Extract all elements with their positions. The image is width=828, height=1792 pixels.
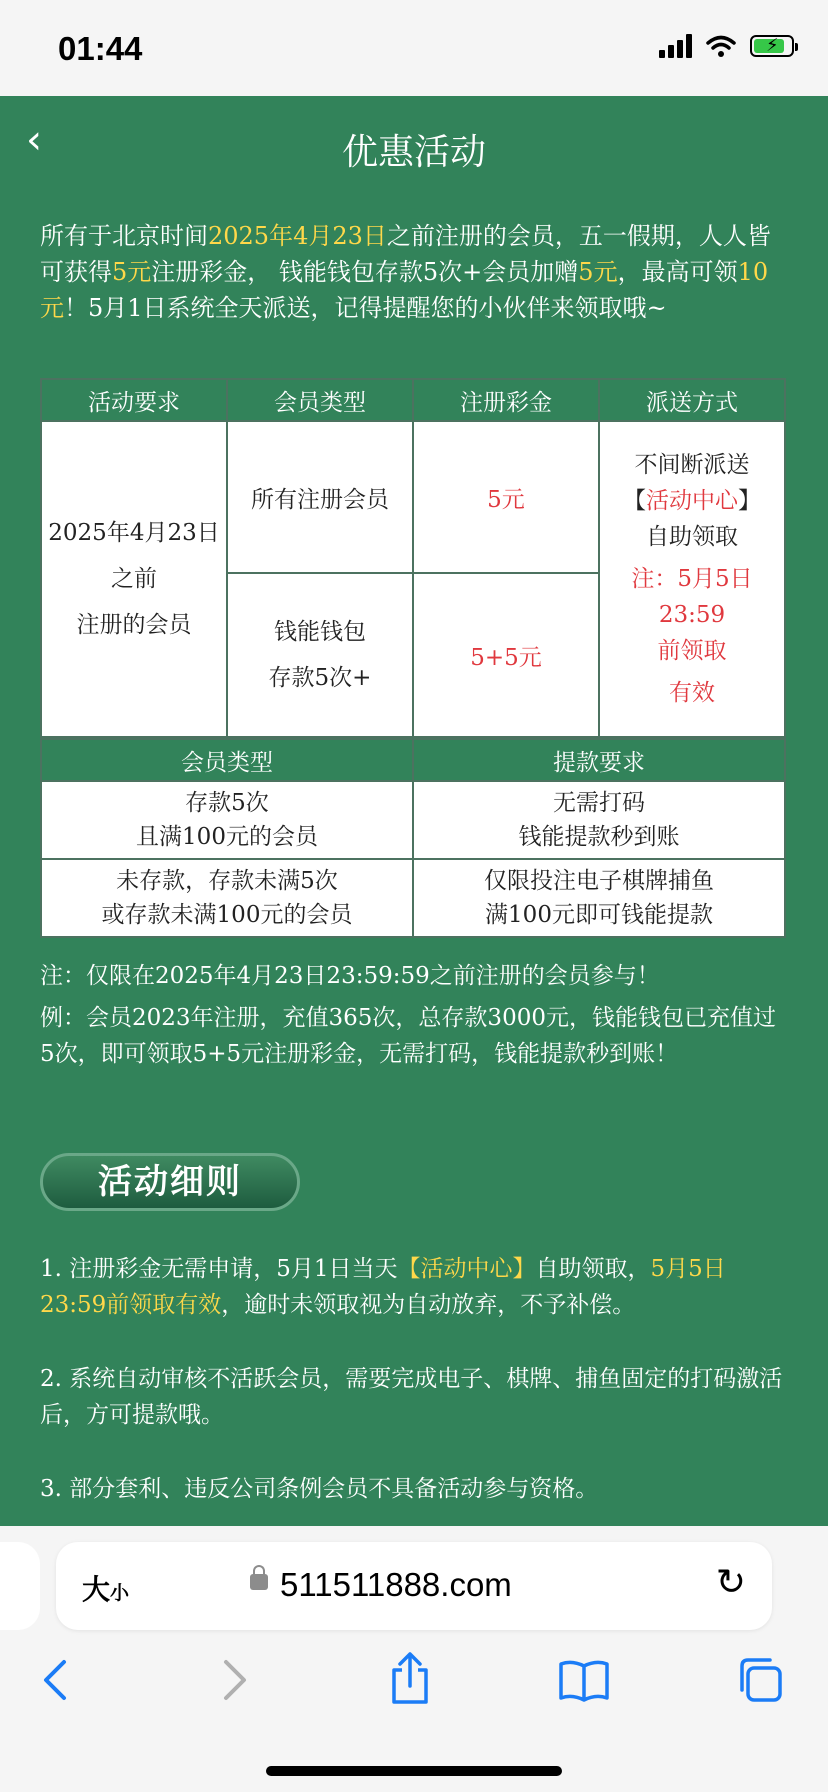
back-icon[interactable] bbox=[40, 1658, 70, 1702]
activity-center-label: 活动中心 bbox=[646, 488, 738, 514]
withdraw-table bbox=[40, 738, 786, 938]
home-indicator bbox=[266, 1766, 562, 1776]
battery-icon: ⚡ bbox=[750, 35, 794, 57]
wifi-icon bbox=[706, 35, 736, 57]
intro-date: 2025年4月23日 bbox=[208, 222, 387, 250]
rule-item: 3. 部分套利、违反公司条例会员不具备活动参与资格。 bbox=[40, 1476, 599, 1502]
aa-big: 大 bbox=[82, 1573, 111, 1606]
notes bbox=[40, 958, 786, 1072]
delivery-cell bbox=[599, 421, 785, 737]
intro-amount: 5元 bbox=[578, 258, 618, 286]
cell-line: 满100元即可钱能提款 bbox=[485, 902, 713, 928]
status-bar bbox=[0, 0, 828, 96]
table-header: 注册彩金 bbox=[413, 379, 599, 421]
intro-part: 之前注册的会员，五一假期，人人皆可获得 bbox=[40, 222, 771, 286]
status-icons bbox=[659, 34, 794, 58]
table-header: 会员类型 bbox=[41, 739, 413, 781]
table-row bbox=[41, 781, 785, 859]
cellular-signal-icon bbox=[659, 34, 692, 58]
intro-amount: 10元 bbox=[40, 258, 769, 322]
cell-line: 钱能提款秒到账 bbox=[518, 824, 680, 850]
table-header: 提款要求 bbox=[413, 739, 785, 781]
withdraw-cell bbox=[413, 859, 785, 937]
url-text[interactable] bbox=[280, 1566, 512, 1604]
bracket: 】 bbox=[738, 488, 761, 514]
cell-line: 2025年4月23日 bbox=[48, 520, 220, 546]
page-settings-button[interactable] bbox=[82, 1568, 129, 1608]
intro-amount: 5元 bbox=[112, 258, 152, 286]
browser-toolbar bbox=[0, 1650, 828, 1730]
status-time: 01:44 bbox=[58, 30, 143, 67]
lock-icon bbox=[250, 1574, 268, 1590]
rules-badge: 活动细则 bbox=[40, 1153, 300, 1211]
delivery-note: 注：5月5日23:59 bbox=[631, 566, 753, 628]
member-type-cell bbox=[227, 573, 413, 737]
cell-line: 存款5次+ bbox=[268, 665, 372, 691]
delivery-note: 有效 bbox=[669, 680, 715, 706]
previous-tab-card[interactable] bbox=[0, 1542, 40, 1630]
intro-part: 所有于北京时间 bbox=[40, 222, 208, 250]
intro-part: ，最高可领 bbox=[617, 258, 738, 286]
cell-line: 钱能钱包 bbox=[274, 619, 366, 645]
note-text: 注：仅限在2025年4月23日23:59:59之前注册的会员参与！ bbox=[40, 963, 660, 989]
cell-line: 仅限投注电子棋牌捕鱼 bbox=[484, 868, 714, 894]
bonus-table bbox=[40, 378, 786, 738]
delivery-note: 前领取 bbox=[657, 638, 727, 664]
cell-line: 且满100元的会员 bbox=[136, 824, 318, 850]
cell-line: 自助领取 bbox=[646, 524, 738, 550]
rule-text: 自助领取， bbox=[535, 1256, 651, 1282]
example-text: 例：会员2023年注册，充值365次，总存款3000元，钱能钱包已充值过5次，即可领取5+5元注册彩金，无需打码，钱能提款秒到账！ bbox=[40, 1005, 776, 1067]
member-type-cell: 所有注册会员 bbox=[227, 421, 413, 573]
url-value: 511511888.com bbox=[280, 1566, 512, 1603]
rule-text: 1. 注册彩金无需申请，5月1日当天 bbox=[40, 1256, 398, 1282]
rule-item: 2. 系统自动审核不活跃会员，需要完成电子、棋牌、捕鱼固定的打码激活后，方可提款哦。 bbox=[40, 1366, 783, 1428]
tabs-icon[interactable] bbox=[736, 1656, 784, 1704]
aa-small: 小 bbox=[110, 1582, 130, 1604]
bonus-cell: 5元 bbox=[413, 421, 599, 573]
withdraw-cell bbox=[413, 781, 785, 859]
page-title: 优惠活动 bbox=[341, 132, 486, 173]
bracket: 【 bbox=[623, 488, 646, 514]
cell-line: 或存款未满100元的会员 bbox=[101, 902, 353, 928]
table-row bbox=[41, 859, 785, 937]
cell-line: 存款5次 bbox=[185, 790, 269, 816]
forward-icon[interactable] bbox=[220, 1658, 250, 1702]
table-header: 活动要求 bbox=[41, 379, 227, 421]
rules-list bbox=[40, 1251, 786, 1526]
intro-text bbox=[40, 218, 786, 326]
reload-icon[interactable]: ↻ bbox=[715, 1562, 746, 1603]
cell-line: 无需打码 bbox=[553, 790, 645, 816]
member-type-cell bbox=[41, 859, 413, 937]
bonus-cell: 5+5元 bbox=[413, 573, 599, 737]
back-chevron-icon[interactable]: ‹ bbox=[26, 117, 42, 163]
cell-line: 之前 bbox=[111, 566, 157, 592]
rule-item bbox=[40, 1251, 786, 1323]
intro-part: ！5月1日系统全天派送，记得提醒您的小伙伴来领取哦~ bbox=[64, 294, 667, 322]
requirement-cell bbox=[41, 421, 227, 737]
member-type-cell bbox=[41, 781, 413, 859]
cell-line: 注册的会员 bbox=[76, 612, 192, 638]
rule-highlight: 5月5日23:59前领取有效 bbox=[40, 1256, 726, 1318]
share-icon[interactable] bbox=[388, 1650, 432, 1706]
cell-line: 不间断派送 bbox=[634, 452, 750, 478]
rule-text: ，逾时未领取视为自动放弃，不予补偿。 bbox=[221, 1292, 636, 1318]
table-header: 会员类型 bbox=[227, 379, 413, 421]
bookmarks-icon[interactable] bbox=[558, 1658, 610, 1702]
address-bar[interactable] bbox=[56, 1542, 772, 1630]
promotion-page bbox=[0, 96, 828, 1526]
table-header: 派送方式 bbox=[599, 379, 785, 421]
intro-part: 注册彩金， 钱能钱包存款5次+会员加赠 bbox=[151, 258, 579, 286]
rule-highlight: 【活动中心】 bbox=[397, 1256, 536, 1282]
cell-line: 未存款，存款未满5次 bbox=[116, 868, 338, 894]
